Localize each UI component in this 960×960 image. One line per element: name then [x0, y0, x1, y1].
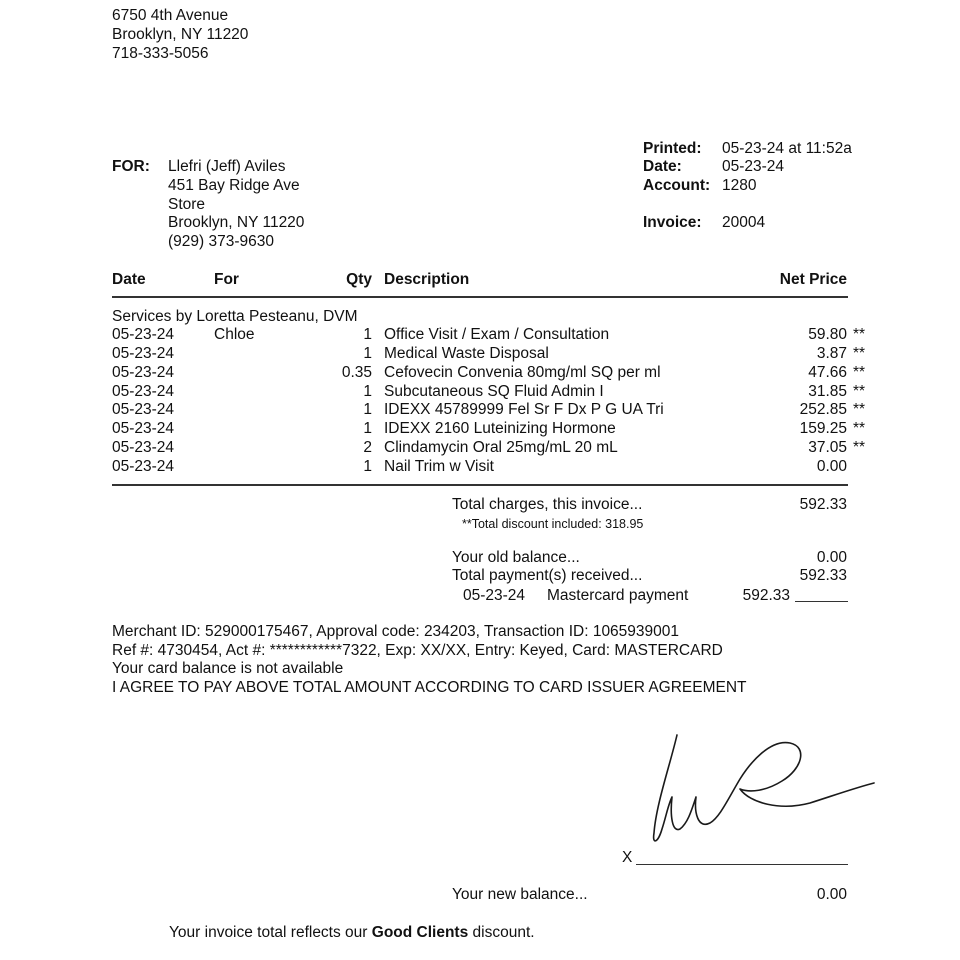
row-date: 05-23-24	[112, 364, 175, 381]
row-flag: **	[853, 401, 866, 418]
row-price: 47.66	[808, 364, 847, 381]
header-net-price: Net Price	[779, 271, 847, 288]
row-description: Nail Trim w Visit	[384, 458, 494, 475]
signature-x-mark: X	[622, 849, 633, 866]
row-date: 05-23-24	[112, 345, 175, 362]
section-title: Services by Loretta Pesteanu, DVM	[112, 308, 358, 325]
header-divider	[112, 296, 848, 298]
note-bold: Good Clients	[371, 924, 469, 941]
note-prefix: Your invoice total reflects our	[169, 924, 372, 941]
clinic-address-line1: 6750 4th Avenue	[112, 7, 229, 24]
client-address2: Store	[168, 196, 206, 213]
items-divider	[112, 484, 848, 486]
printed-value: 05-23-24 at 11:52a	[722, 140, 852, 157]
table-row	[0, 344, 960, 363]
new-balance-label: Your new balance...	[452, 886, 588, 903]
header-qty: Qty	[346, 271, 372, 288]
row-price: 252.85	[799, 401, 847, 418]
header-description: Description	[384, 271, 470, 288]
payment-date: 05-23-24	[463, 587, 526, 604]
row-for: Chloe	[214, 326, 255, 343]
signature-line	[636, 864, 848, 865]
row-description: Cefovecin Convenia 80mg/ml SQ per ml	[384, 364, 661, 381]
clinic-phone: 718-333-5056	[112, 45, 209, 62]
row-price: 159.25	[799, 420, 847, 437]
for-label: FOR:	[112, 158, 150, 175]
total-charges-label: Total charges, this invoice...	[452, 496, 643, 513]
note-suffix: discount.	[468, 924, 535, 941]
row-date: 05-23-24	[112, 439, 175, 456]
row-price: 0.00	[816, 458, 847, 475]
row-description: Subcutaneous SQ Fluid Admin I	[384, 383, 604, 400]
row-qty: 2	[363, 439, 372, 456]
row-description: IDEXX 2160 Luteinizing Hormone	[384, 420, 616, 437]
invoice-value: 20004	[722, 214, 766, 231]
row-date: 05-23-24	[112, 420, 175, 437]
row-description: Medical Waste Disposal	[384, 345, 549, 362]
payment-method: Mastercard payment	[547, 587, 689, 604]
table-row	[0, 400, 960, 419]
table-row	[0, 325, 960, 344]
table-row	[0, 382, 960, 401]
row-flag: **	[853, 420, 866, 437]
row-price: 37.05	[808, 439, 847, 456]
row-flag: **	[853, 383, 866, 400]
table-row	[0, 457, 960, 476]
row-description: IDEXX 45789999 Fel Sr F Dx P G UA Tri	[384, 401, 664, 418]
row-date: 05-23-24	[112, 326, 175, 343]
invoice-label: Invoice:	[643, 214, 702, 231]
table-row	[0, 438, 960, 457]
row-price: 3.87	[816, 345, 847, 362]
header-date: Date	[112, 271, 146, 288]
payments-value: 592.33	[799, 567, 847, 584]
payments-label: Total payment(s) received...	[452, 567, 643, 584]
printed-label: Printed:	[643, 140, 702, 157]
discount-footer-note	[169, 923, 535, 942]
client-address1: 451 Bay Ridge Ave	[168, 177, 300, 194]
card-line1: Merchant ID: 529000175467, Approval code: 234203, Transaction ID: 1065939001	[112, 623, 680, 640]
row-qty: 1	[363, 420, 372, 437]
discount-note: **Total discount included: 318.95	[462, 517, 644, 531]
row-qty: 1	[363, 326, 372, 343]
row-qty: 0.35	[341, 364, 372, 381]
header-for: For	[214, 271, 239, 288]
card-line3: Your card balance is not available	[112, 660, 344, 677]
card-line4: I AGREE TO PAY ABOVE TOTAL AMOUNT ACCORDING TO CARD ISSUER AGREEMENT	[112, 679, 747, 696]
payment-underline	[795, 601, 848, 602]
row-flag: **	[853, 364, 866, 381]
card-line2: Ref #: 4730454, Act #: ************7322, Exp: XX/XX, Entry: Keyed, Card: MASTERCARD	[112, 642, 723, 659]
new-balance-value: 0.00	[816, 886, 847, 903]
clinic-address-line2: Brooklyn, NY 11220	[112, 26, 249, 43]
date-value: 05-23-24	[722, 158, 785, 175]
old-balance-value: 0.00	[816, 549, 847, 566]
table-row	[0, 363, 960, 382]
table-row	[0, 419, 960, 438]
client-phone: (929) 373-9630	[168, 233, 274, 250]
client-name: Llefri (Jeff) Aviles	[168, 158, 286, 175]
row-description: Clindamycin Oral 25mg/mL 20 mL	[384, 439, 618, 456]
account-value: 1280	[722, 177, 757, 194]
row-date: 05-23-24	[112, 383, 175, 400]
row-price: 59.80	[808, 326, 847, 343]
row-flag: **	[853, 345, 866, 362]
row-flag: **	[853, 326, 866, 343]
row-qty: 1	[363, 383, 372, 400]
row-qty: 1	[363, 345, 372, 362]
client-city-state-zip: Brooklyn, NY 11220	[168, 214, 305, 231]
row-date: 05-23-24	[112, 458, 175, 475]
account-label: Account:	[643, 177, 711, 194]
payment-amount: 592.33	[742, 587, 790, 604]
date-label: Date:	[643, 158, 682, 175]
signature-image	[630, 725, 880, 855]
row-flag: **	[853, 439, 866, 456]
row-date: 05-23-24	[112, 401, 175, 418]
total-charges-value: 592.33	[799, 496, 847, 513]
row-qty: 1	[363, 401, 372, 418]
row-description: Office Visit / Exam / Consultation	[384, 326, 610, 343]
row-price: 31.85	[808, 383, 847, 400]
row-qty: 1	[363, 458, 372, 475]
old-balance-label: Your old balance...	[452, 549, 580, 566]
